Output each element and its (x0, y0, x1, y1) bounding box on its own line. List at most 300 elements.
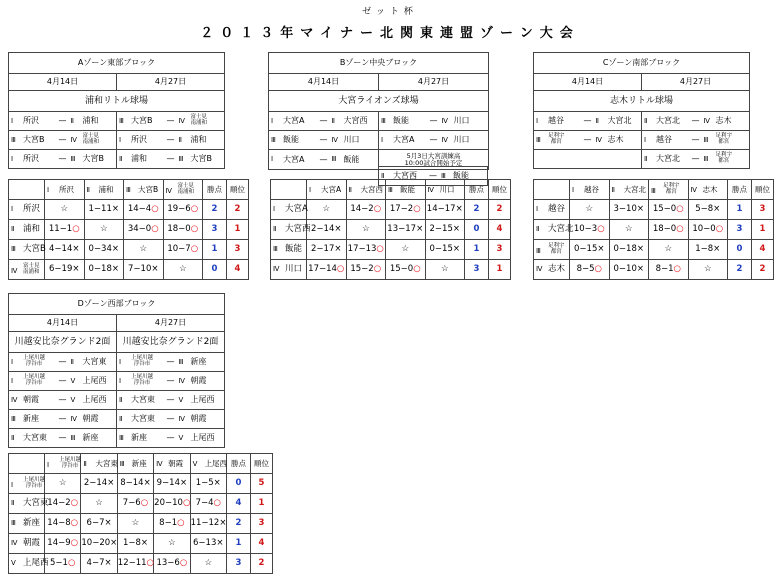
team-name: 川口 (439, 184, 455, 194)
team-roman: Ⅲ (536, 246, 541, 255)
home-roman: Ⅰ (119, 376, 122, 385)
schedule-table-a (8, 52, 225, 169)
win-mark: ○ (179, 558, 188, 569)
home-roman: Ⅲ (11, 414, 16, 423)
versus-dash: — (166, 135, 175, 144)
match (642, 131, 749, 149)
team-name: 浦和 (98, 184, 114, 194)
score-cell (154, 494, 190, 514)
match-cell (269, 112, 379, 131)
results-row (9, 200, 249, 220)
score-value: 14−9 (47, 538, 71, 549)
match-cell (642, 150, 750, 169)
match (117, 150, 224, 168)
score-value: 2−15 (429, 224, 453, 235)
points-header: 勝点 (465, 180, 489, 200)
team-name: 大宮北 (623, 184, 646, 194)
score-value: 11−12 (190, 518, 220, 529)
home-team (271, 136, 316, 144)
results-table-d (8, 453, 273, 574)
header-team (163, 180, 203, 200)
team-name: 川口 (285, 264, 303, 275)
rank-header: 順位 (227, 180, 249, 200)
score-cell (609, 200, 649, 220)
home-team (11, 117, 55, 125)
team-roman: Ⅲ (388, 185, 393, 194)
score-cell (386, 260, 426, 280)
score-cell (163, 200, 203, 220)
team-name: 大宮東 (82, 357, 107, 366)
team-name: 志木 (548, 264, 566, 275)
home-roman: Ⅲ (381, 116, 386, 125)
versus-dash: — (691, 154, 700, 163)
row-team (9, 220, 45, 240)
team-name: 大宮西 (393, 171, 417, 180)
score-value: 18−0 (167, 224, 191, 235)
home-team (119, 415, 163, 423)
score-value: 2−14 (83, 478, 108, 489)
away-roman: Ⅲ (178, 357, 184, 366)
score-value: 4−7 (86, 558, 105, 569)
away-team (179, 115, 223, 127)
away-roman: Ⅳ (178, 376, 185, 385)
score-value: ☆ (139, 244, 148, 255)
points-value: 1 (728, 200, 752, 220)
rank-header: 順位 (250, 454, 272, 474)
schedule-row (534, 150, 750, 169)
away-team (71, 377, 115, 385)
venue: 大宮ライオンズ球場 (269, 91, 489, 112)
score-cell (609, 260, 649, 280)
home-team (536, 117, 580, 125)
points-value: 0 (203, 260, 227, 280)
team-name: 飯能 (283, 135, 299, 144)
score-cell (386, 240, 426, 260)
match-cell (117, 112, 225, 131)
team-roman: Ⅲ (11, 245, 16, 254)
score-cell (45, 220, 85, 240)
team-roman: Ⅲ (126, 185, 131, 194)
team-roman: Ⅰ (11, 205, 14, 214)
loss-mark: × (219, 518, 227, 529)
match (379, 131, 488, 149)
home-team (271, 117, 316, 125)
score-cell (81, 474, 117, 494)
team-roman: Ⅲ (119, 459, 125, 468)
versus-dash: — (166, 395, 175, 404)
points-header: 勝点 (203, 180, 227, 200)
away-team (71, 415, 115, 423)
rank-value: 2 (752, 260, 774, 280)
score-value: 8−1 (655, 264, 674, 275)
header-team (117, 454, 153, 474)
away-roman: Ⅳ (441, 135, 448, 144)
match (9, 391, 116, 409)
score-cell (117, 514, 153, 534)
score-cell (570, 220, 610, 240)
schedule-table-d (8, 293, 225, 448)
score-value: ☆ (322, 204, 331, 215)
score-value: 1−5 (195, 478, 214, 489)
away-roman: Ⅲ (703, 135, 709, 144)
score-value: 6−19 (49, 264, 73, 275)
score-value: 20−10 (154, 498, 183, 509)
score-cell (688, 200, 728, 220)
team-name: 飯能 (453, 171, 469, 180)
score-cell (346, 220, 386, 240)
rank-value: 1 (752, 220, 774, 240)
team-name: 所沢 (23, 204, 41, 215)
team-name: 所沢 (23, 154, 39, 163)
score-value: ☆ (440, 264, 449, 275)
schedule-row (9, 429, 225, 448)
versus-dash: — (166, 116, 175, 125)
match-cell (642, 131, 750, 150)
score-value: ☆ (401, 244, 410, 255)
score-cell (84, 260, 124, 280)
team-roman: Ⅲ (11, 519, 16, 528)
score-cell (45, 494, 81, 514)
score-value: 14−17 (426, 204, 456, 215)
score-cell (81, 554, 117, 574)
win-mark: ○ (151, 224, 159, 235)
results-row (271, 240, 511, 260)
away-roman: Ⅱ (70, 357, 74, 366)
score-value: 19−6 (167, 204, 191, 215)
match (117, 112, 224, 130)
header-team (45, 180, 85, 200)
score-cell (81, 514, 117, 534)
versus-dash: — (58, 357, 67, 366)
score-cell (117, 534, 153, 554)
team-roman: Ⅳ (156, 459, 163, 468)
team-name: 上尾西 (190, 433, 215, 442)
results-header (9, 454, 273, 474)
score-value: 3−10 (613, 204, 637, 215)
block-name: Dゾーン西部ブロック (9, 294, 225, 315)
results-table-b (270, 179, 511, 280)
score-value: 0−34 (88, 244, 112, 255)
team-name: 上尾西 (82, 395, 107, 404)
match-date: 4月14日 (9, 74, 117, 91)
score-cell (570, 200, 610, 220)
match-cell (9, 150, 117, 169)
match (269, 131, 378, 149)
team-name: 大宮A (285, 204, 308, 215)
loss-mark: × (597, 244, 605, 255)
score-value: ☆ (95, 498, 103, 509)
match-cell (9, 372, 117, 391)
team-name: 越谷 (548, 204, 566, 215)
home-roman: Ⅰ (11, 376, 14, 385)
versus-dash: — (319, 135, 328, 144)
home-team (119, 155, 163, 163)
versus-dash: — (429, 116, 438, 125)
versus-dash: — (58, 154, 67, 163)
team-name: 大宮A (283, 116, 305, 125)
match-cell (117, 429, 225, 448)
away-team (179, 377, 223, 385)
results-row (271, 200, 511, 220)
results-header (534, 180, 774, 200)
team-name: 上尾川越 浮谷市 (23, 374, 46, 386)
team-roman: Ⅰ (11, 480, 14, 489)
away-team (332, 136, 377, 144)
versus-dash: — (166, 376, 175, 385)
away-team (71, 434, 115, 442)
match (9, 150, 116, 168)
row-team (9, 534, 45, 554)
header-team (346, 180, 386, 200)
score-cell (386, 220, 426, 240)
home-roman: Ⅱ (119, 154, 123, 163)
schedule-row (534, 112, 750, 131)
home-roman: Ⅱ (119, 395, 123, 404)
points-value: 2 (728, 260, 752, 280)
venue: 川越安比奈グランド2面 (117, 332, 225, 353)
home-roman: Ⅰ (644, 135, 647, 144)
match (9, 112, 116, 130)
team-name: 朝霞 (23, 395, 39, 404)
results-row (534, 200, 774, 220)
versus-dash: — (166, 414, 175, 423)
loss-mark: × (452, 224, 460, 235)
score-cell (190, 554, 226, 574)
score-cell (117, 474, 153, 494)
home-team (11, 375, 55, 387)
away-roman: Ⅴ (178, 433, 184, 442)
team-name: 所沢 (131, 135, 147, 144)
rank-value: 3 (250, 514, 272, 534)
team-name: 志木 (715, 116, 732, 125)
row-team (9, 554, 49, 574)
away-roman: Ⅱ (70, 116, 74, 125)
win-mark: ○ (140, 498, 149, 509)
versus-dash: — (583, 135, 592, 144)
score-cell (688, 260, 728, 280)
results-row (9, 240, 249, 260)
match-date: 4月27日 (117, 315, 225, 332)
header-team (386, 180, 426, 200)
team-name: 富士見 南浦和 (82, 133, 100, 145)
loss-mark: × (143, 478, 151, 489)
header-team (570, 180, 610, 200)
match-cell (9, 112, 117, 131)
away-team (704, 134, 748, 146)
team-roman: Ⅳ (273, 265, 280, 274)
points-value: 2 (465, 200, 489, 220)
score-cell (154, 554, 190, 574)
score-value: 10−3 (573, 224, 598, 235)
team-roman: Ⅴ (11, 559, 16, 568)
away-roman: Ⅲ (441, 171, 446, 180)
results-row (9, 554, 273, 574)
schedule-table-c (533, 52, 750, 169)
score-cell (124, 220, 164, 240)
team-name: 飯能 (393, 116, 409, 125)
score-value: 14−2 (350, 204, 374, 215)
match-date: 4月27日 (642, 74, 750, 91)
rank-header: 順位 (489, 180, 511, 200)
team-name: 志木 (702, 184, 718, 194)
results-row (534, 220, 774, 240)
row-team (9, 494, 49, 514)
schedule-row (534, 131, 750, 150)
away-roman: Ⅱ (331, 116, 335, 125)
team-name: 大宮B (23, 135, 45, 144)
home-roman: Ⅲ (119, 116, 124, 125)
schedule-table-b (268, 52, 489, 170)
match-cell (9, 429, 117, 448)
home-roman: Ⅰ (536, 116, 539, 125)
loss-mark: × (213, 478, 221, 489)
loss-mark: × (713, 244, 721, 255)
away-team (179, 136, 223, 144)
away-roman: Ⅳ (178, 414, 185, 423)
team-name: 飯能 (400, 184, 415, 194)
loss-mark: × (110, 538, 118, 549)
score-value: ☆ (168, 538, 176, 549)
team-name: 富士見 南浦和 (190, 114, 208, 126)
win-mark: ○ (373, 204, 382, 215)
away-roman: Ⅳ (595, 135, 602, 144)
rank-header: 順位 (752, 180, 774, 200)
rank-value: 4 (489, 220, 511, 240)
win-mark: ○ (676, 204, 684, 215)
team-name: 朝霞 (190, 376, 207, 385)
home-roman: Ⅱ (644, 116, 648, 125)
score-value: 13−17 (387, 224, 417, 235)
team-name: 上尾川越 浮谷市 (23, 355, 46, 367)
score-value: 1−8 (122, 538, 141, 549)
team-roman: Ⅳ (690, 185, 697, 194)
score-cell (688, 240, 728, 260)
away-roman: Ⅱ (595, 116, 599, 125)
match (117, 372, 224, 390)
team-roman: Ⅱ (348, 185, 352, 194)
win-mark: ○ (673, 264, 681, 275)
score-value: 6−13 (193, 538, 217, 549)
team-name: 大宮西 (360, 184, 383, 194)
score-value: 9−14 (156, 478, 180, 489)
score-cell (570, 240, 610, 260)
team-name: 朝霞 (168, 458, 184, 468)
score-value: 12−11 (117, 558, 147, 569)
score-value: 18−0 (652, 224, 677, 235)
match-date: 4月27日 (379, 74, 489, 91)
match (534, 131, 641, 149)
score-cell (609, 220, 649, 240)
team-roman: Ⅳ (165, 186, 172, 195)
versus-dash: — (319, 154, 328, 164)
match (9, 131, 116, 149)
team-name: 大宮B (23, 244, 46, 255)
win-mark: ○ (67, 558, 76, 569)
win-mark: ○ (70, 538, 79, 549)
team-name: 上尾西 (204, 458, 228, 468)
team-name: 大宮A (283, 154, 305, 164)
team-roman: Ⅳ (427, 185, 434, 194)
points-value: 1 (226, 534, 250, 554)
match (642, 150, 749, 168)
team-name: 富士見 南浦和 (23, 262, 40, 275)
corner-cell (9, 454, 45, 474)
team-roman: Ⅱ (11, 499, 15, 508)
header-team (190, 454, 226, 474)
team-name: 川口 (453, 116, 470, 125)
score-cell (190, 534, 226, 554)
team-roman: Ⅱ (536, 225, 540, 234)
loss-mark: × (72, 244, 80, 255)
loss-mark: × (334, 244, 342, 255)
loss-mark: × (111, 244, 119, 255)
score-cell (190, 514, 226, 534)
score-value: 10−7 (167, 244, 191, 255)
results-table-c (533, 179, 774, 280)
score-value: 0−18 (613, 244, 637, 255)
home-roman: Ⅰ (381, 135, 384, 144)
team-name: 大宮B (138, 184, 159, 194)
team-roman: Ⅰ (47, 185, 50, 194)
results-header (271, 180, 511, 200)
away-team (179, 358, 223, 366)
away-team (71, 396, 115, 404)
team-roman: Ⅰ (273, 205, 276, 214)
team-roman: Ⅰ (572, 185, 575, 194)
home-team (119, 396, 163, 404)
match (269, 112, 378, 130)
schedule-row (9, 112, 225, 131)
team-name: 足利宇 都宮 (715, 152, 733, 164)
score-cell (163, 260, 203, 280)
home-roman: Ⅰ (119, 135, 122, 144)
score-value: 0−15 (574, 244, 598, 255)
row-team (9, 474, 45, 494)
score-cell (45, 240, 85, 260)
points-value: 3 (203, 220, 227, 240)
score-cell (163, 240, 203, 260)
loss-mark: × (151, 264, 159, 275)
match-cell (269, 131, 379, 150)
team-name: 大宮北 (656, 154, 680, 163)
score-value: 14−4 (127, 204, 152, 215)
row-team (271, 260, 307, 280)
loss-mark: × (636, 244, 644, 255)
score-value: 14−8 (47, 518, 71, 529)
match (269, 150, 378, 169)
header-team (425, 180, 465, 200)
versus-dash: — (58, 376, 67, 385)
away-roman: Ⅲ (703, 154, 709, 163)
away-team (442, 136, 487, 144)
results-header (9, 180, 249, 200)
score-cell (386, 200, 426, 220)
score-value: 7−4 (195, 498, 214, 509)
team-name: 朝霞 (23, 538, 41, 549)
score-value: ☆ (585, 204, 594, 215)
loss-mark: × (179, 478, 188, 489)
loss-mark: × (452, 244, 460, 255)
rank-value: 3 (227, 240, 249, 260)
row-team (271, 220, 311, 240)
team-name: 上尾西 (23, 558, 49, 569)
team-name: 飯能 (285, 244, 303, 255)
schedule-row (9, 372, 225, 391)
versus-dash: — (166, 433, 175, 442)
loss-mark: × (72, 264, 80, 275)
versus-dash: — (691, 116, 700, 125)
match (642, 112, 749, 130)
